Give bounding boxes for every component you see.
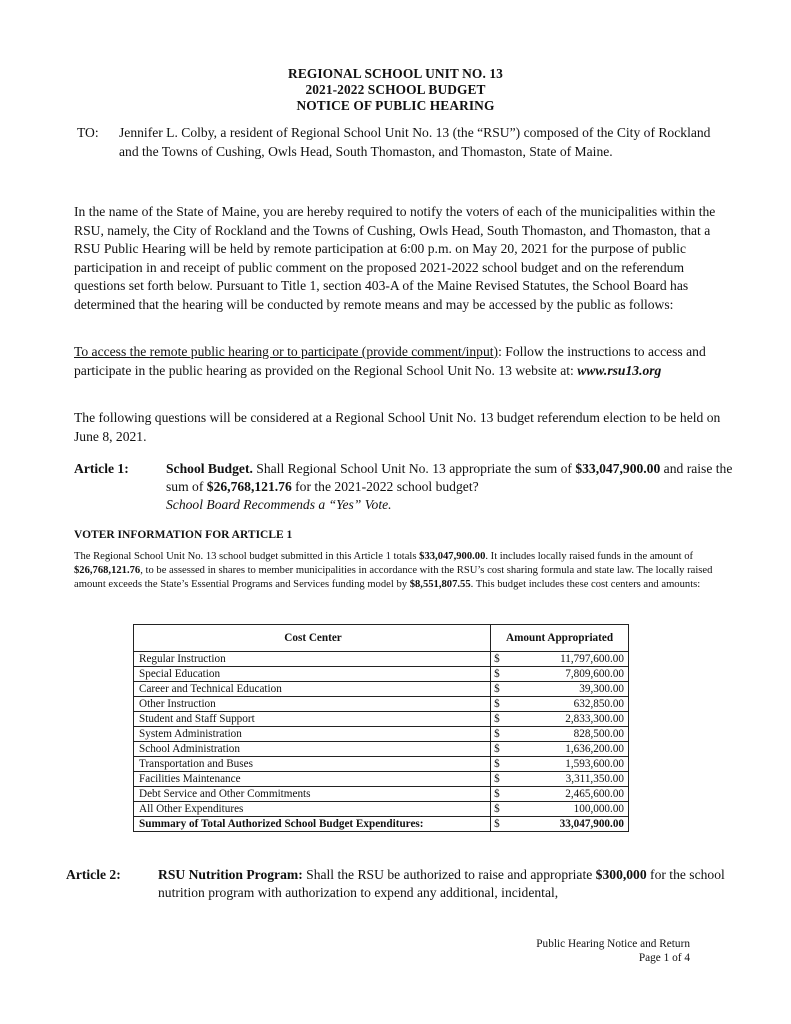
footer-title: Public Hearing Notice and Return bbox=[536, 938, 690, 950]
cost-center-amount: 632,850.00 bbox=[518, 697, 629, 712]
budget-table bbox=[133, 624, 629, 832]
article-2-heading: RSU Nutrition Program: bbox=[158, 867, 303, 882]
cost-center-name: Transportation and Buses bbox=[134, 757, 491, 772]
voter-info-segment: , to be assessed in shares to member municipalities in accordance with the RSU’s cost sharing formula and state law. The locally raised amount exceeds the State’s Essential Programs and Services funding model by bbox=[74, 565, 713, 591]
table-row bbox=[134, 802, 629, 817]
addressee-block bbox=[77, 124, 737, 161]
access-heading: To access the remote public hearing or to participate (provide comment/input) bbox=[74, 344, 499, 359]
cost-center-amount: 828,500.00 bbox=[518, 727, 629, 742]
table-row bbox=[134, 682, 629, 697]
article-1-text: and raise the sum of bbox=[166, 461, 733, 494]
voter-info-local-amount: $26,768,121.76 bbox=[74, 565, 141, 577]
title-line-3: NOTICE OF PUBLIC HEARING bbox=[296, 98, 495, 113]
article-2-text: for the school nutrition program with authorization to expend any additional, incidental, bbox=[158, 867, 725, 900]
cost-center-name: Other Instruction bbox=[134, 697, 491, 712]
cost-center-name: System Administration bbox=[134, 727, 491, 742]
article-1-raise-amount: $26,768,121.76 bbox=[206, 479, 292, 494]
article-1-appropriate-amount: $33,047,900.00 bbox=[575, 461, 661, 476]
cost-center-amount: 1,593,600.00 bbox=[518, 757, 629, 772]
article-1-body bbox=[166, 460, 736, 514]
questions-paragraph: The following questions will be considered at a Regional School Unit No. 13 budget referendum election to be held on June 8, 2021. bbox=[74, 410, 721, 444]
table-row bbox=[134, 727, 629, 742]
table-row bbox=[134, 787, 629, 802]
cost-center-name: Student and Staff Support bbox=[134, 712, 491, 727]
currency-symbol: $ bbox=[491, 667, 518, 682]
currency-symbol: $ bbox=[491, 757, 518, 772]
page-footer bbox=[536, 937, 690, 965]
total-label: Summary of Total Authorized School Budget Expenditures: bbox=[134, 817, 491, 832]
website-link[interactable]: www.rsu13.org bbox=[577, 362, 662, 378]
column-header-cost-center: Cost Center bbox=[134, 625, 491, 652]
currency-symbol: $ bbox=[491, 727, 518, 742]
cost-center-name: All Other Expenditures bbox=[134, 802, 491, 817]
currency-symbol: $ bbox=[491, 712, 518, 727]
voter-info-segment: . It includes locally raised funds in the amount of bbox=[485, 551, 694, 562]
currency-symbol: $ bbox=[491, 787, 518, 802]
cost-center-amount: 1,636,200.00 bbox=[518, 742, 629, 757]
to-label: TO: bbox=[77, 125, 99, 140]
table-row bbox=[134, 667, 629, 682]
article-1-recommendation: School Board Recommends a “Yes” Vote. bbox=[166, 497, 392, 512]
article-2 bbox=[66, 866, 736, 902]
article-1 bbox=[74, 460, 744, 514]
article-1-text: for the 2021-2022 school budget? bbox=[291, 479, 479, 494]
voter-info-excess-amount: $8,551,807.55 bbox=[409, 579, 471, 591]
article-2-label: Article 2: bbox=[66, 867, 121, 882]
table-total-row bbox=[134, 817, 629, 832]
article-2-amount: $300,000 bbox=[595, 867, 647, 882]
table-row bbox=[134, 697, 629, 712]
intro-paragraph: In the name of the State of Maine, you are hereby required to notify the voters of each of the municipalities within the RSU, namely, the City of Rockland and the Towns of Cushing, Owls Head, South Thomaston, and Thomaston, that a RSU Public Hearing will be held by remote participation at 6:00 p.m. on May 20, 2021 for the purpose of public participation in and receipt of public comment on the proposed 2021-2022 school budget and on the referendum questions set forth below. Pursuant to Title 1, section 403-A of the Maine Revised Statutes, the School Board has determined that the hearing will be conducted by remote means and may be accessed by the public as follows: bbox=[74, 204, 716, 312]
table-row bbox=[134, 712, 629, 727]
voter-info-text bbox=[74, 550, 734, 593]
currency-symbol: $ bbox=[491, 742, 518, 757]
article-1-heading: School Budget. bbox=[166, 461, 253, 476]
currency-symbol: $ bbox=[491, 817, 518, 832]
cost-center-amount: 7,809,600.00 bbox=[518, 667, 629, 682]
cost-center-amount: 100,000.00 bbox=[518, 802, 629, 817]
cost-center-amount: 2,833,300.00 bbox=[518, 712, 629, 727]
document-title bbox=[0, 66, 791, 114]
voter-info-segment: . This budget includes these cost centers and amounts: bbox=[470, 579, 701, 591]
article-2-body bbox=[158, 866, 738, 902]
cost-center-name: Career and Technical Education bbox=[134, 682, 491, 697]
table-header-row bbox=[134, 625, 629, 652]
cost-center-name: Special Education bbox=[134, 667, 491, 682]
access-text: : Follow the instructions to access and participate in the public hearing as provided on the Regional School Unit No. 13 website at: bbox=[74, 344, 706, 378]
page-number: Page 1 of 4 bbox=[638, 952, 690, 964]
table-row bbox=[134, 772, 629, 787]
currency-symbol: $ bbox=[491, 652, 518, 667]
article-1-text: Shall Regional School Unit No. 13 appropriate the sum of bbox=[252, 461, 576, 476]
access-paragraph bbox=[74, 343, 734, 380]
currency-symbol: $ bbox=[491, 802, 518, 817]
total-amount: 33,047,900.00 bbox=[518, 817, 629, 832]
table-row bbox=[134, 652, 629, 667]
title-line-2: 2021-2022 SCHOOL BUDGET bbox=[305, 82, 486, 97]
table-row bbox=[134, 742, 629, 757]
cost-center-amount: 2,465,600.00 bbox=[518, 787, 629, 802]
cost-center-name: Debt Service and Other Commitments bbox=[134, 787, 491, 802]
currency-symbol: $ bbox=[491, 697, 518, 712]
cost-center-name: Facilities Maintenance bbox=[134, 772, 491, 787]
cost-center-name: School Administration bbox=[134, 742, 491, 757]
cost-center-amount: 11,797,600.00 bbox=[518, 652, 629, 667]
article-2-text: Shall the RSU be authorized to raise and appropriate bbox=[302, 867, 596, 882]
voter-info-total: $33,047,900.00 bbox=[419, 551, 486, 562]
column-header-amount: Amount Appropriated bbox=[491, 625, 629, 652]
voter-info-segment: The Regional School Unit No. 13 school budget submitted in this Article 1 totals bbox=[74, 551, 420, 562]
cost-center-amount: 3,311,350.00 bbox=[518, 772, 629, 787]
cost-center-name: Regular Instruction bbox=[134, 652, 491, 667]
voter-info-heading: VOTER INFORMATION FOR ARTICLE 1 bbox=[74, 529, 293, 541]
currency-symbol: $ bbox=[491, 772, 518, 787]
cost-center-amount: 39,300.00 bbox=[518, 682, 629, 697]
title-line-1: REGIONAL SCHOOL UNIT NO. 13 bbox=[288, 66, 503, 81]
article-1-label: Article 1: bbox=[74, 461, 129, 476]
addressee-text: Jennifer L. Colby, a resident of Regional School Unit No. 13 (the “RSU”) composed of the City of Rockland and the Towns of Cushing, Owls Head, South Thomaston, and Thomaston, State of Maine. bbox=[119, 125, 711, 159]
table-row bbox=[134, 757, 629, 772]
currency-symbol: $ bbox=[491, 682, 518, 697]
